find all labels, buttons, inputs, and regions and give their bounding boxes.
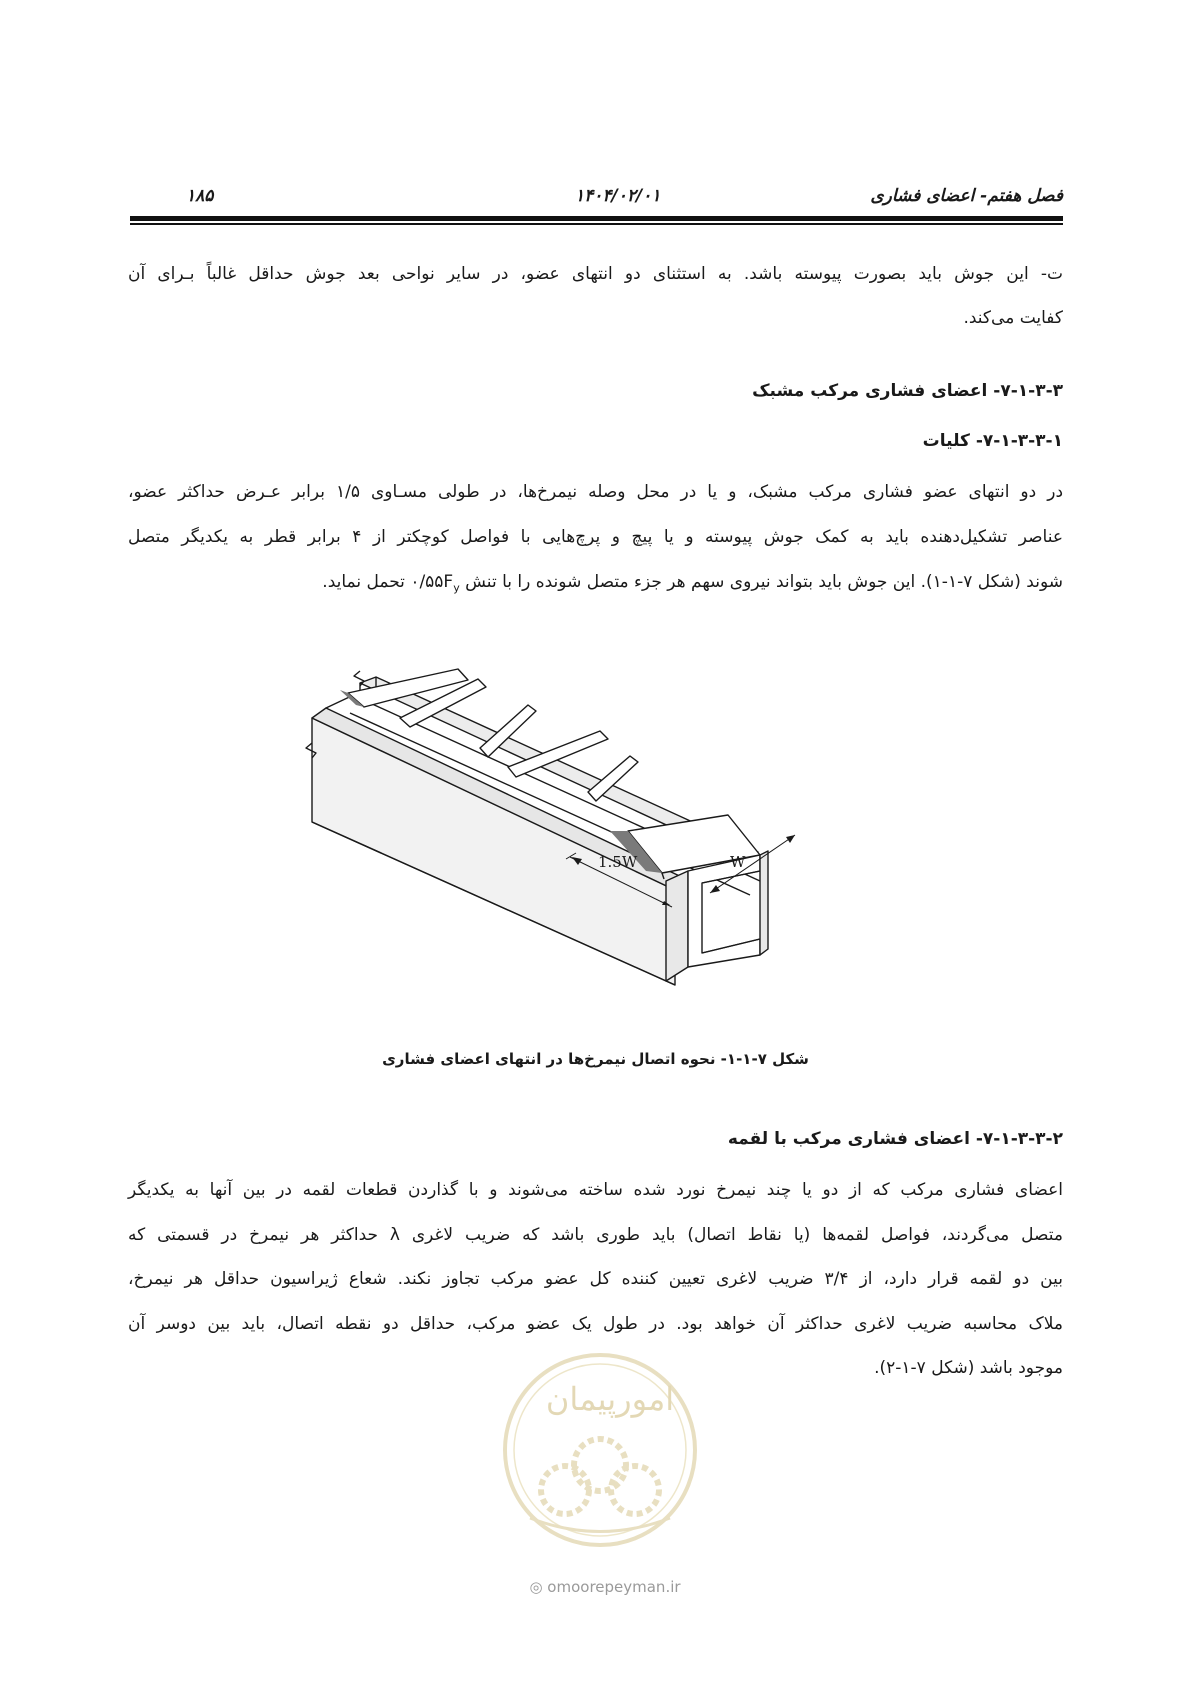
page-header [130, 186, 1063, 216]
figure-caption: شکل ۷-۱-۱- نحوه اتصال نیمرخ‌ها در انتهای اعضای فشاری [382, 1050, 809, 1068]
logo-text: امورپیمان [545, 1380, 675, 1418]
header-rule-thin [130, 223, 1063, 225]
chapter-title: فصل هفتم- اعضای فشاری [870, 186, 1063, 206]
paragraph-line: ملاک محاسبه ضریب لاغری حداکثر آن خواهد بود. در طول یک عضو مرکب، حداقل دو نقطه اتصال، باید بین دوسر آن [128, 1313, 1063, 1334]
subsection-heading: ۷-۱-۳-۳-۲- اعضای فشاری مرکب با لقمه [727, 1129, 1063, 1149]
header-rule-thick [130, 216, 1063, 221]
paragraph-line: عناصر تشکیل‌دهنده باید به کمک جوش پیوسته و یا پیچ و پرچ‌هایی با فواصل کوچکتر از ۴ برابر قطر به یکدیگر متصل [128, 527, 1063, 547]
line-text: شوند (شکل ۷-۱-۱). این جوش باید بتواند نیروی سهم هر جزء متصل شونده را با تنش ۰/۵۵F [410, 572, 1063, 592]
paragraph-line: در دو انتهای عضو فشاری مرکب مشبک، و یا در محل وصله نیمرخ‌ها، در طولی مسـاوی ۱/۵ برابر عـرض حداکثر عضو، [128, 482, 1064, 502]
figure-built-up-member [290, 645, 900, 1020]
dim-label-15w: 1.5W [598, 853, 638, 871]
header-date: ۱۴۰۴/۰۲/۰۱ [575, 186, 661, 206]
watermark-url: ◎ omoorepeyman.ir [529, 1578, 681, 1596]
paragraph-line: کفایت می‌کند. [963, 308, 1063, 328]
subsection-heading: ۷-۱-۳-۳-۱- کلیات [922, 431, 1063, 451]
section-heading: ۷-۱-۳-۳- اعضای فشاری مرکب مشبک [752, 381, 1063, 401]
watermark-logo [490, 1340, 710, 1570]
page-number: ۱۸۵ [186, 186, 214, 206]
paragraph-line: متصل می‌گردند، فواصل لقمه‌ها (یا نقاط اتصال) باید طوری باشد که ضریب لاغری λ حداکثر هر نیمرخ در قسمتی که [128, 1224, 1063, 1245]
subscript-y: y [453, 581, 460, 595]
paragraph-line: موجود باشد (شکل ۷-۱-۲). [874, 1358, 1063, 1378]
paragraph-line: ت- این جوش باید بصورت پیوسته باشد. به استثنای دو انتهای عضو، در سایر نواحی بعد جوش حداقل غالباً بـرای آن [128, 264, 1063, 284]
paragraph-line: بین دو لقمه قرار دارد، از ۳/۴ ضریب لاغری تعیین کننده کل عضو مرکب تجاوز نکند. شعاع ژیراسیون حداقل هر نیمرخ، [128, 1269, 1063, 1289]
line-text-end: تحمل نماید. [322, 572, 411, 592]
paragraph-t [128, 252, 1063, 340]
paragraph-general [128, 470, 1063, 610]
watermark-url-text: omoorepeyman.ir [547, 1578, 681, 1596]
paragraph-line: اعضای فشاری مرکب که از دو یا چند نیمرخ نورد شده ساخته می‌شوند و با گذاردن قطعات لقمه در بین آنها به یکدیگر [128, 1180, 1063, 1200]
paragraph-line [128, 560, 1063, 610]
dim-label-w: W [730, 853, 746, 871]
channel-end-section [666, 871, 688, 981]
